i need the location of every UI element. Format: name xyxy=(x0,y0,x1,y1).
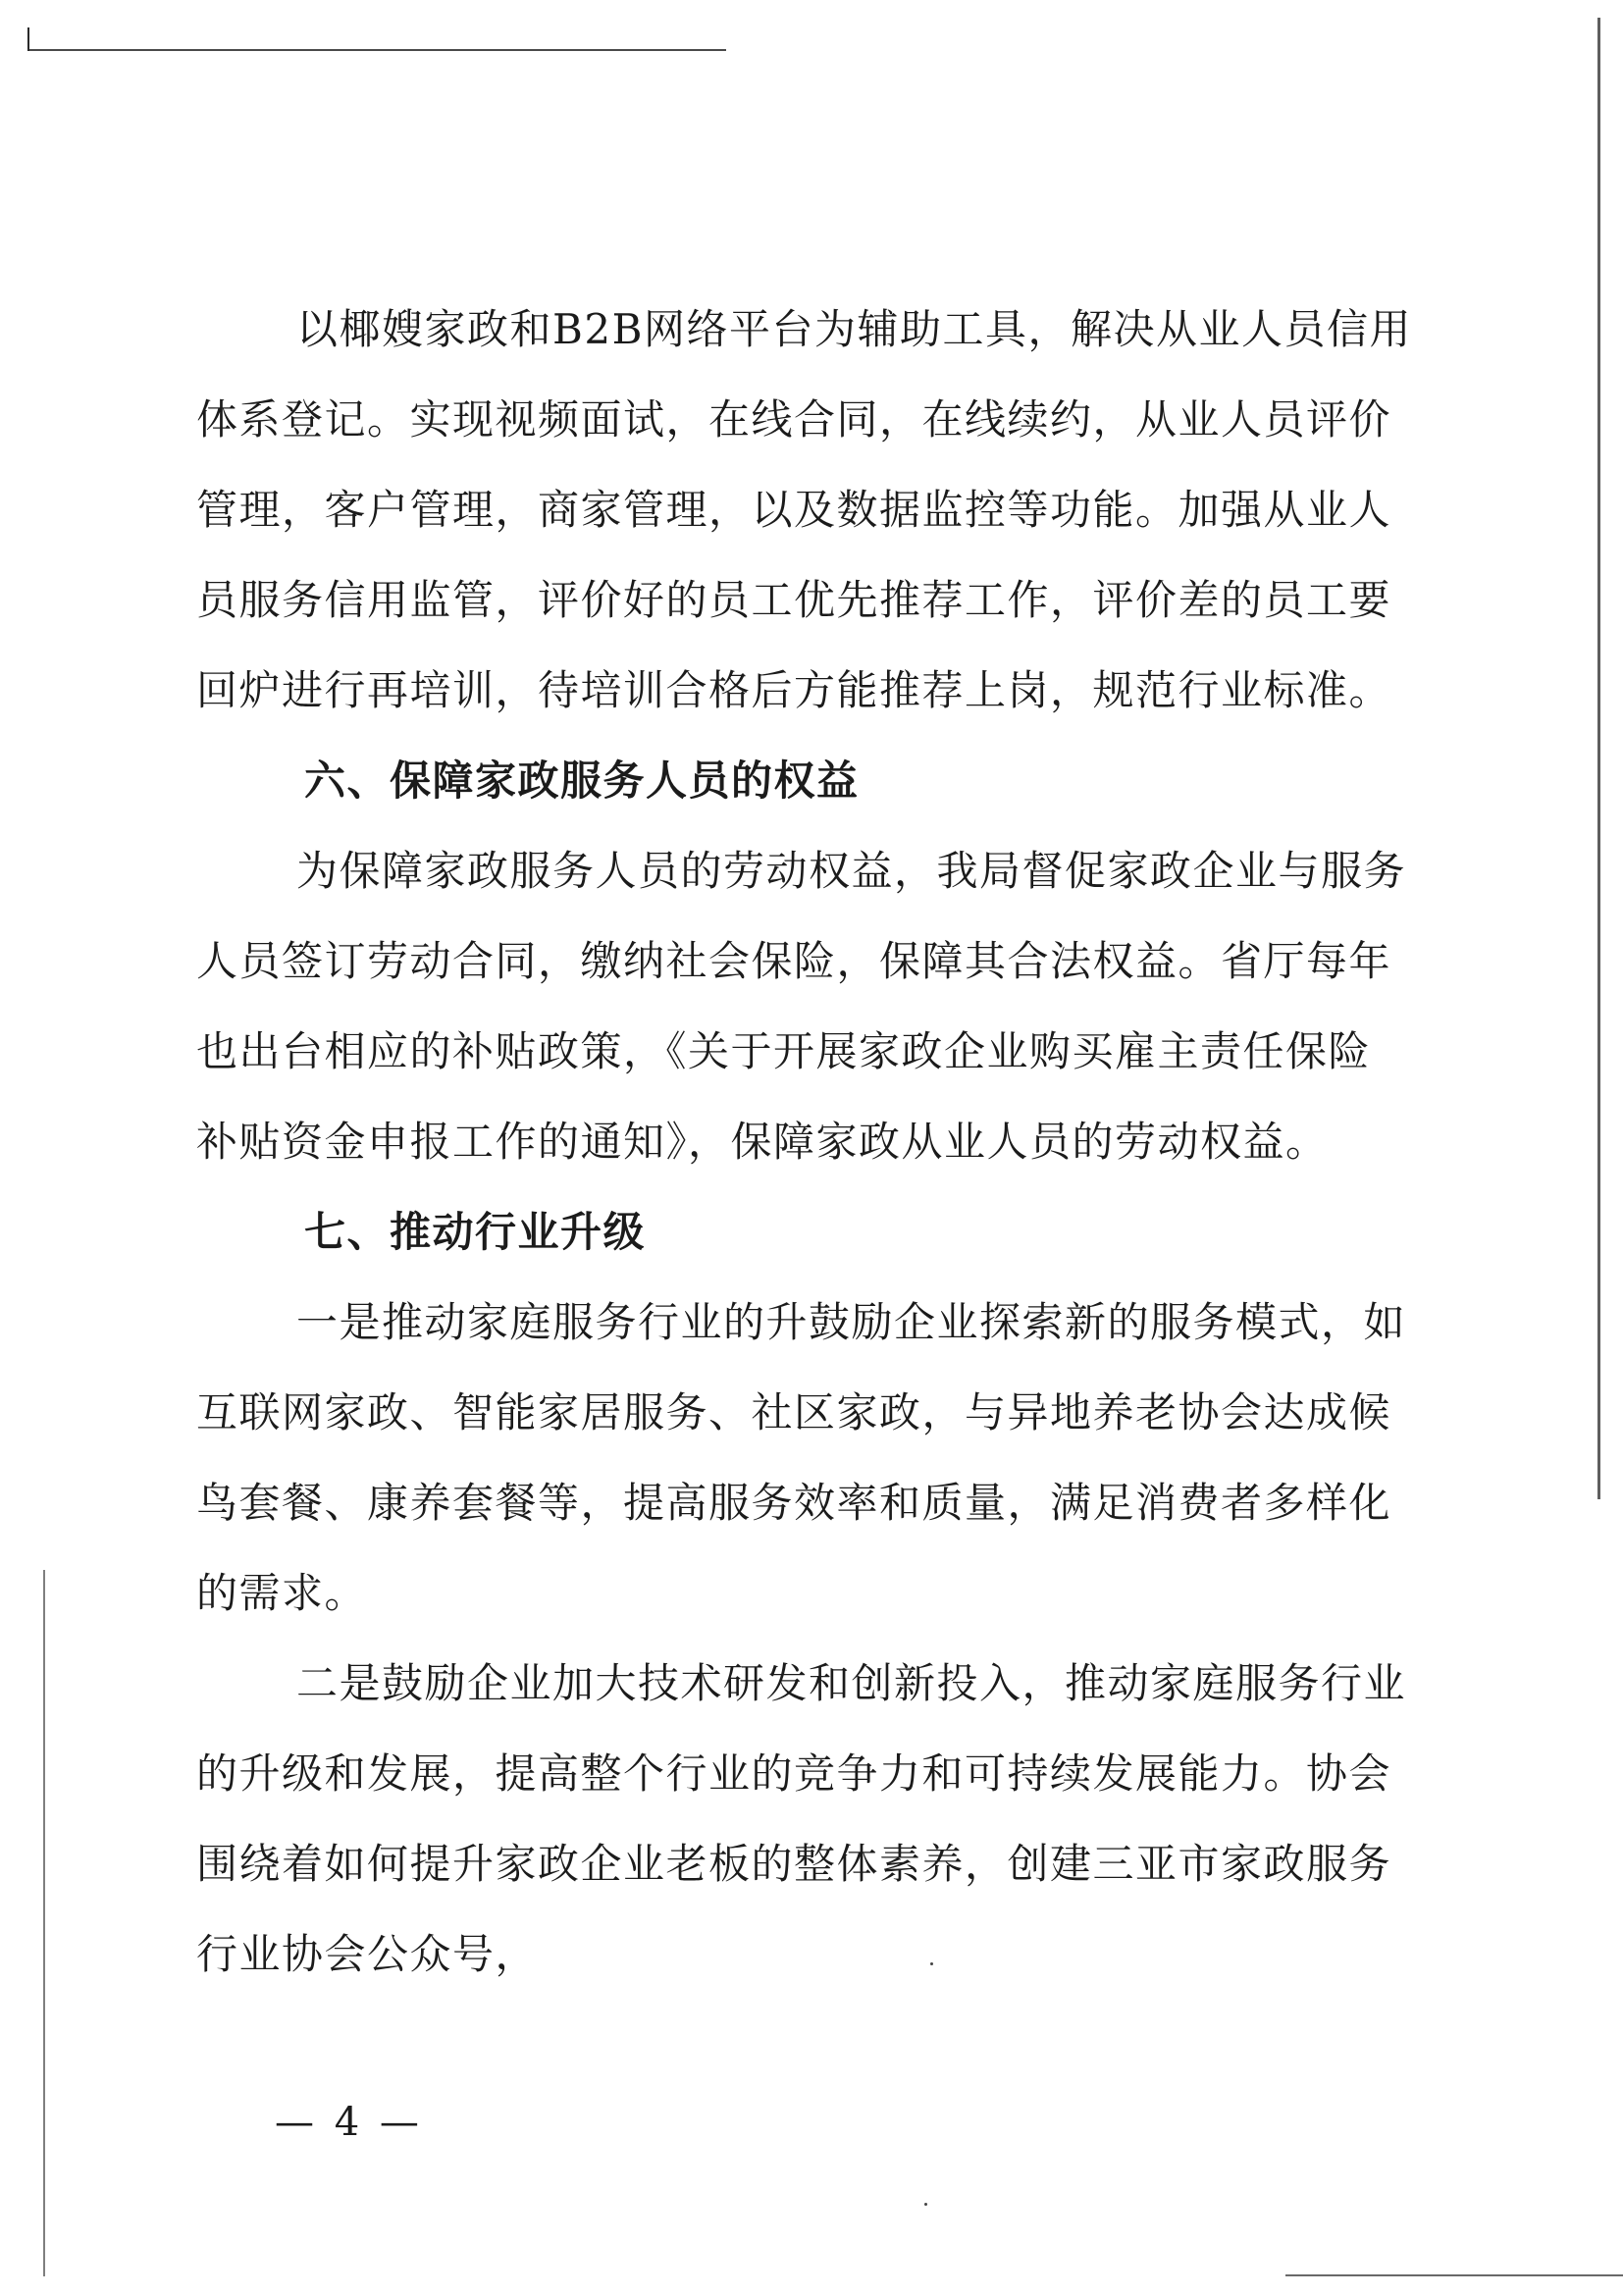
section-heading-7: 七、推动行业升级 xyxy=(304,1208,647,1256)
scan-right-edge xyxy=(1597,18,1600,1499)
paragraph-line: 以椰嫂家政和B2B网络平台为辅助工具，解决从业人员信用 xyxy=(296,305,1412,353)
scan-speck xyxy=(924,2203,927,2206)
paragraph-line: 员服务信用监管，评价好的员工优先推荐工作，评价差的员工要 xyxy=(196,576,1392,624)
scan-top-rule xyxy=(29,49,726,51)
paragraph-line: 的升级和发展，提高整个行业的竞争力和可持续发展能力。协会 xyxy=(196,1749,1392,1798)
scan-left-edge xyxy=(43,1570,45,2276)
paragraph-line: 为保障家政服务人员的劳动权益，我局督促家政企业与服务 xyxy=(296,847,1407,895)
scan-top-tick xyxy=(27,27,29,51)
paragraph-line: 互联网家政、智能家居服务、社区家政，与异地养老协会达成候 xyxy=(196,1388,1392,1436)
paragraph-line: 二是鼓励企业加大技术研发和创新投入，推动家庭服务行业 xyxy=(296,1659,1407,1707)
scan-bottom-rule xyxy=(1285,2274,1623,2276)
paragraph-line: 也出台相应的补贴政策，《关于开展家政企业购买雇主责任保险 xyxy=(196,1027,1372,1075)
section-heading-6: 六、保障家政服务人员的权益 xyxy=(304,757,860,805)
page-number: — 4 — xyxy=(275,2100,423,2145)
paragraph-line: 人员签订劳动合同，缴纳社会保险，保障其合法权益。省厅每年 xyxy=(196,937,1392,985)
paragraph-line: 的需求。 xyxy=(196,1569,368,1617)
paragraph-line: 补贴资金申报工作的通知》，保障家政从业人员的劳动权益。 xyxy=(196,1118,1329,1166)
paragraph-line: 围绕着如何提升家政企业老板的整体素养，创建三亚市家政服务 xyxy=(196,1840,1392,1888)
paragraph-line: 一是推动家庭服务行业的升鼓励企业探索新的服务模式，如 xyxy=(296,1298,1407,1346)
paragraph-line: 鸟套餐、康养套餐等，提高服务效率和质量，满足消费者多样化 xyxy=(196,1479,1392,1527)
document-body xyxy=(196,285,1472,2000)
paragraph-line: 回炉进行再培训，待培训合格后方能推荐上岗，规范行业标准。 xyxy=(196,666,1392,714)
paragraph-line: 行业协会公众号， xyxy=(196,1930,539,1978)
paragraph-line: 管理，客户管理，商家管理，以及数据监控等功能。加强从业人 xyxy=(196,486,1392,534)
paragraph-line: 体系登记。实现视频面试，在线合同，在线续约，从业人员评价 xyxy=(196,395,1392,444)
